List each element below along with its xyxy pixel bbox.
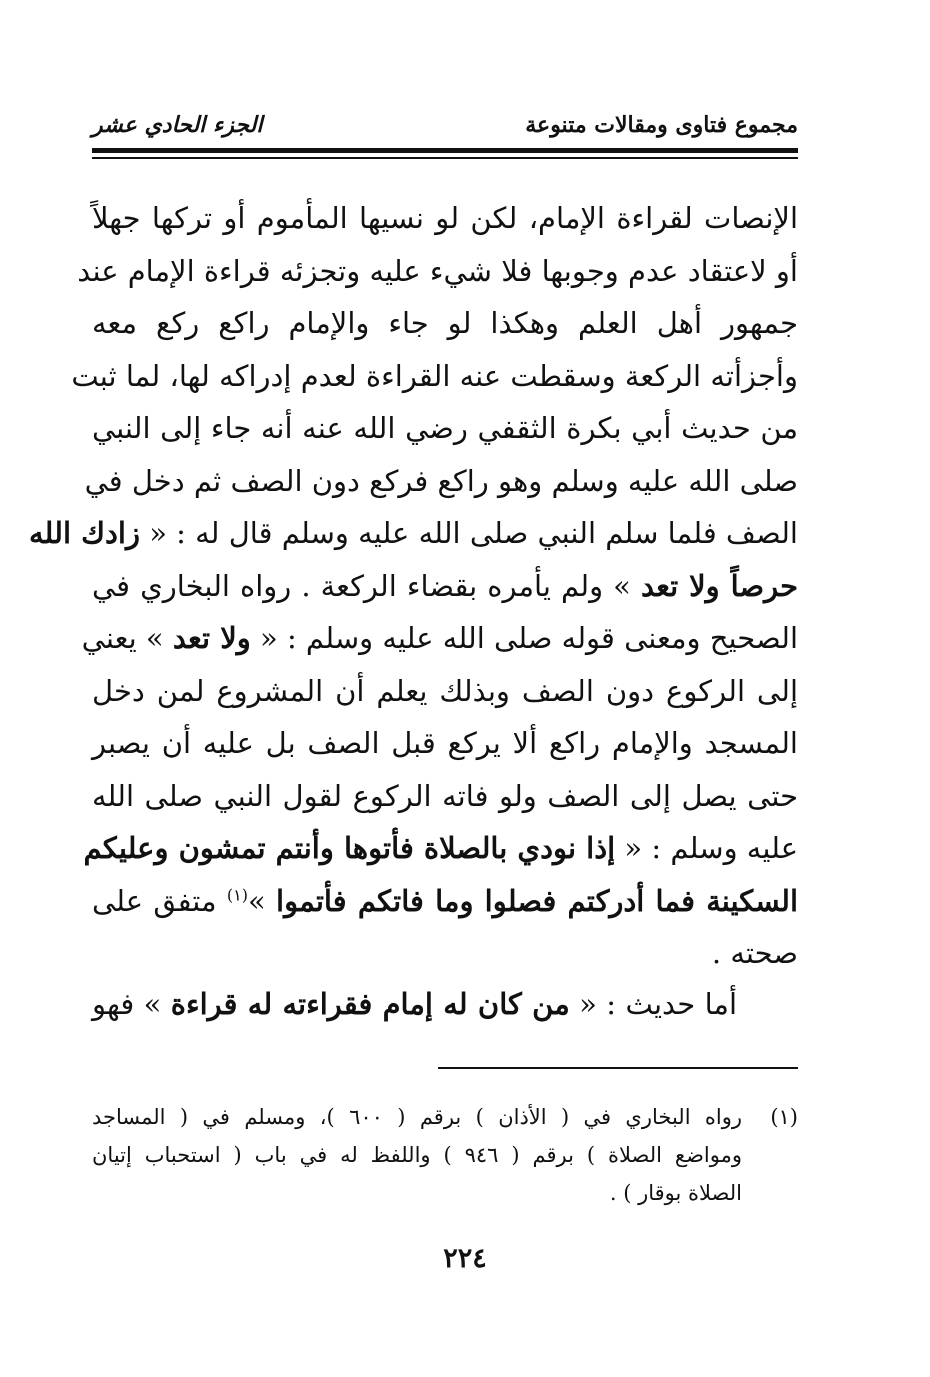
- header-rule-thick: [92, 148, 798, 153]
- text-run: الصف فلما سلم النبي صلى الله عليه وسلم قال له : «: [149, 516, 798, 550]
- second-paragraph: [92, 978, 737, 1030]
- text-line: [28, 507, 798, 560]
- hadith-quote: السكينة فما أدركتم فصلوا وما فاتكم فأتموا: [276, 883, 799, 918]
- text-run: » يعني: [81, 621, 164, 655]
- text-line: حتى يصل إلى الصف ولو فاته الركوع لقول النبي صلى الله: [92, 778, 798, 813]
- hadith-quote: زادك الله: [28, 516, 140, 550]
- footnote-ref[interactable]: (١): [226, 884, 248, 904]
- text-line: [81, 612, 798, 665]
- hadith-quote: من كان له إمام فقراءته له قراءة: [170, 987, 570, 1021]
- footnote-separator: [438, 1067, 798, 1069]
- text-line: إلى الركوع دون الصف وبذلك يعلم أن المشروع لمن دخل: [92, 673, 799, 708]
- footnote-number: (١): [770, 1105, 798, 1129]
- text-run: متفق على: [92, 883, 217, 918]
- text-line: أو لاعتقاد عدم وجوبها فلا شيء عليه وتجزئه قراءة الإمام عند: [77, 253, 798, 288]
- book-title: مجموع فتاوى ومقالات متنوعة: [525, 112, 798, 138]
- text-run: » فهو: [92, 987, 162, 1021]
- text-line: وأجزأته الركعة وسقطت عنه القراءة لعدم إدراكه لها، لما ثبت: [71, 358, 798, 393]
- hadith-quote: حرصاً ولا تعد: [640, 568, 798, 603]
- text-run: عليه وسلم : «: [624, 831, 798, 865]
- text-run: »: [247, 883, 266, 918]
- text-run: أما حديث : «: [579, 987, 737, 1021]
- text-run: » ولم يأمره بقضاء الركعة . رواه البخاري في: [92, 568, 631, 603]
- text-line: [83, 822, 798, 875]
- page-number: ٢٢٤: [443, 1243, 487, 1274]
- footnote-line: ومواضع الصلاة ) برقم ( ٩٤٦ ) واللفظ له في باب ( استحباب إتيان: [92, 1143, 742, 1167]
- text-line: جمهور أهل العلم وهكذا لو جاء والإمام راكع ركع معه: [92, 306, 798, 340]
- footnote: [92, 1098, 798, 1212]
- text-line: المسجد والإمام راكع ألا يركع قبل الصف بل عليه أن يصبر: [92, 726, 798, 760]
- text-line: صلى الله عليه وسلم وهو راكع فركع دون الصف ثم دخل في: [84, 463, 798, 498]
- running-header: [92, 112, 798, 146]
- footnote-line: رواه البخاري في ( الأذان ) برقم ( ٦٠٠ )، ومسلم في ( المساجد: [92, 1105, 743, 1129]
- footnote-text: [92, 1098, 742, 1212]
- text-line: [92, 875, 798, 928]
- hadith-quote: ولا تعد: [172, 621, 251, 655]
- footnote-line: الصلاة بوقار ) .: [609, 1181, 742, 1205]
- volume-label: الجزء الحادي عشر: [92, 112, 263, 138]
- header-rule-thin: [92, 157, 798, 159]
- text-run: الصحيح ومعنى قوله صلى الله عليه وسلم : «: [259, 621, 798, 655]
- text-line: صحته .: [711, 936, 798, 970]
- main-paragraph: [28, 192, 799, 980]
- text-line: [92, 560, 798, 613]
- text-line: من حديث أبي بكرة الثقفي رضي الله عنه أنه جاء إلى النبي: [92, 411, 798, 445]
- hadith-quote: إذا نودي بالصلاة فأتوها وأنتم تمشون وعليكم: [83, 831, 616, 865]
- text-line: الإنصات لقراءة الإمام، لكن لو نسيها المأموم أو تركها جهلاً: [92, 201, 798, 235]
